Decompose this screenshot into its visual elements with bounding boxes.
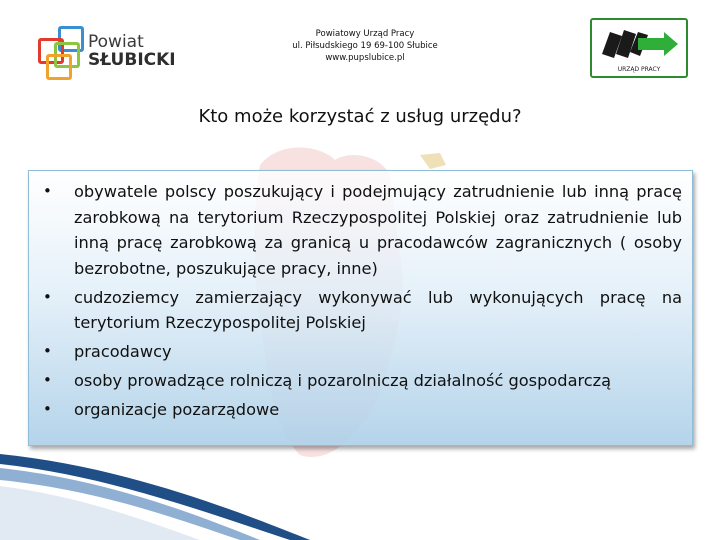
beneficiaries-list [43, 179, 682, 423]
slide-title: Kto może korzystać z usług urzędu? [198, 106, 522, 127]
logo-line-1: Powiat [88, 32, 144, 52]
urzad-pracy-logo [590, 18, 688, 78]
logo-squares-icon [30, 16, 90, 82]
office-header [240, 28, 490, 64]
urzad-pracy-caption: URZĄD PRACY [617, 66, 661, 73]
office-name: Powiatowy Urząd Pracy [315, 29, 415, 39]
logo-line-2: SŁUBICKI [88, 49, 176, 70]
list-item: • osoby prowadzące rolniczą i pozarolniczą działalność gospodarczą [43, 368, 682, 394]
powiat-slubicki-logo [30, 16, 176, 82]
list-item: • organizacje pozarządowe [43, 397, 682, 423]
decorative-swoosh [0, 430, 720, 540]
office-website: www.pupslubice.pl [325, 53, 405, 63]
list-item: • pracodawcy [43, 339, 682, 365]
logo-text [88, 34, 176, 70]
office-address: ul. Piłsudskiego 19 69-100 Słubice [292, 41, 438, 51]
list-item: • cudzoziemcy zamierzający wykonywać lub wykonujących pracę na terytorium Rzeczypospolitej Polskiej [43, 285, 682, 336]
content-box [28, 170, 693, 446]
urzad-pracy-emblem-icon [592, 20, 686, 66]
list-item: • obywatele polscy poszukujący i podejmujący zatrudnienie lub inną pracę zarobkową na terytorium Rzeczypospolitej Polskiej oraz zatrudnienie lub inną pracę zarobkową za granicą u pracodawców zagranicznych ( osoby bezrobotne, poszukujące pracy, inne) [43, 179, 682, 281]
